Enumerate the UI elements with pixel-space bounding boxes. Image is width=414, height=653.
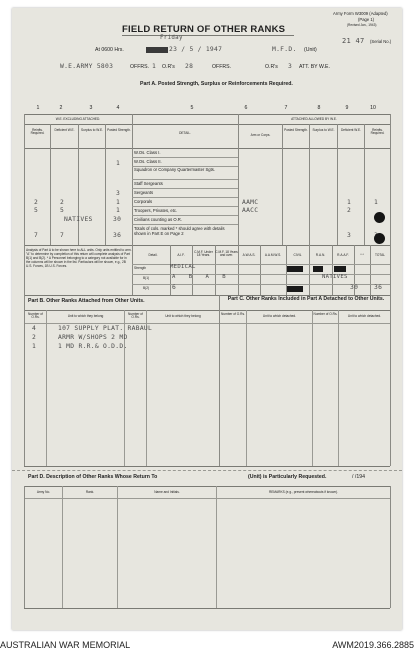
c-head-unit1: Unit to which detached.	[262, 314, 297, 318]
offrs-label: OFFRS.	[130, 64, 150, 70]
col-num-5: 5	[190, 105, 194, 111]
detail-qms: Squadron or Company Quartermaster Sgts.	[134, 167, 215, 172]
d-head-name: Name and Initials.	[154, 490, 180, 494]
form-label: Army Form W3009 (Adapted)	[333, 11, 388, 16]
ors-label: O.R's	[162, 64, 175, 70]
redaction-3	[334, 266, 346, 272]
b-row3-unit: 1 MD R.R.& O.D.D.	[58, 343, 128, 350]
b2-typed-a: 6	[172, 284, 177, 291]
detail-wo1: W.Os. Class I.	[134, 150, 161, 155]
col-num-8: 8	[317, 105, 321, 111]
row-strength: Strength	[134, 266, 147, 270]
return-date: 23 / 5 / 1947	[169, 46, 223, 53]
war-establishment: W.E.ARMY 5803	[60, 63, 114, 70]
reinf-pte: 5	[34, 207, 39, 214]
head-arm: Arm or Corps.	[250, 133, 271, 137]
an-head-ran: R.A.N.	[315, 253, 326, 257]
punch-hole-top	[374, 212, 385, 223]
detail-totals: Totals of cols. marked * should agree with details shown in Part E on Page 2	[134, 226, 225, 236]
head-posted: Posted Strength.	[107, 128, 131, 132]
detail-cpl: Corporals	[134, 199, 153, 204]
punch-hole-bottom	[374, 233, 385, 244]
right-reinf-cpl: 1	[374, 199, 379, 206]
head-surplus: Surplus to W.E.	[81, 128, 103, 132]
unit-name: M.F.D.	[272, 46, 297, 53]
posted-total: 36	[113, 232, 122, 239]
posted-cpl: 1	[116, 199, 121, 206]
group-head-right: ATTACHED ALLOWED BY W.E.	[291, 117, 337, 121]
def-total: 7	[60, 232, 65, 239]
arm-pte: AACC	[242, 207, 259, 214]
detail-ssgt: Staff Sergeants	[134, 181, 163, 186]
an-head-awas: A.W.A.S.	[242, 253, 256, 257]
posted-wo2: 1	[116, 160, 121, 167]
col-num-4: 4	[116, 105, 120, 111]
att-value: 3	[288, 63, 293, 70]
right-def-cpl: 1	[347, 199, 352, 206]
footer-left: AUSTRALIAN WAR MEMORIAL	[0, 640, 131, 650]
part-d-title-mid: (Unit) is Particularly Requested.	[248, 474, 327, 480]
group-head-left: W.E. EXCLUDING ATTACHED.	[55, 117, 101, 121]
b-row2-num: 2	[32, 334, 37, 341]
reinf-total: 7	[34, 232, 39, 239]
att-label: ATT. BY W.E.	[299, 64, 330, 70]
b-head-unit2: Unit to which they belong	[165, 314, 201, 318]
head-deficient: Deficient W.E.	[54, 128, 75, 132]
perforation-line	[12, 470, 402, 471]
posted-civ: 30	[113, 216, 122, 223]
right-def-total: 3	[347, 232, 352, 239]
revised-label: (Revised Jan., 1943)	[347, 23, 377, 27]
arm-cpl: AAMC	[242, 199, 259, 206]
reinf-cpl: 2	[34, 199, 39, 206]
b2-typed-c: 36	[374, 284, 383, 291]
col-num-3: 3	[89, 105, 93, 111]
b-head-num2: Number of O.Rs.	[128, 312, 143, 320]
head-deficient-r: Deficient W.E.	[340, 128, 362, 132]
c-head-num1: Number of O.Rs.	[221, 312, 245, 316]
col-num-2: 2	[59, 105, 63, 111]
an-head-star: * *	[360, 253, 364, 257]
analysis-note: Analysis of Part A to be shown here to ALL units. Only units entitled to arm. "A" to determine by completion of this return will complete analysis of Part B(1) and B(2). * A Personnel belonging to a category not available for in the columns will be shown in the list. Particulars will be shown, e.g., 2B U.S. Forces, 1B U.S. Forces.	[26, 248, 132, 268]
natives-label: NATIVES	[64, 216, 93, 223]
medical-typed: MEDICAL	[170, 264, 196, 270]
footer-right: AWM2019.366.2885	[332, 640, 414, 650]
b-row1-unit: 107 SUPPLY PLAT. RABAUL	[58, 325, 153, 332]
def-cpl: 2	[60, 199, 65, 206]
an-head-total: TOTAL	[375, 253, 385, 257]
col-num-9: 9	[345, 105, 349, 111]
row-b1: B(1)	[143, 276, 150, 280]
redaction-1	[287, 266, 303, 272]
redaction-4	[287, 286, 303, 292]
b-row3-num: 1	[32, 343, 37, 350]
head-detail: DETAIL.	[179, 131, 191, 135]
head-reinfts-r: Reinfts. Required.	[370, 128, 385, 136]
redaction-2	[313, 266, 323, 272]
head-surplus-r: Surplus to W.E.	[312, 128, 335, 132]
serial-number: 21 47	[342, 37, 365, 45]
b-row1-num: 4	[32, 325, 37, 332]
unit-label: (Unit)	[304, 47, 317, 53]
b-row2-unit: ARMR W/SHOPS 2 MD	[58, 334, 128, 341]
c-head-num2: Number of O.Rs.	[313, 312, 338, 316]
offrs-value: 1	[152, 63, 157, 70]
def-pte: 5	[60, 207, 65, 214]
row-b2: B(2)	[143, 286, 150, 290]
col-num-7: 7	[284, 105, 288, 111]
b2-typed-b: 30	[350, 284, 359, 291]
c-head-unit2: Unit to which detached.	[347, 314, 382, 318]
at-hours-label: At 0600 Hrs.	[95, 47, 124, 53]
posted-pte: 1	[116, 207, 121, 214]
col-num-6: 6	[244, 105, 248, 111]
detail-wo2: W.Os. Class II.	[134, 159, 162, 164]
part-b-title: Part B. Other Ranks Attached from Other Units.	[28, 298, 145, 304]
page-label: (Page 1)	[358, 17, 375, 22]
an-head-cmf1: C.M.F. Under 18 Years.	[194, 250, 213, 258]
d-head-armyno: Army No.	[36, 490, 51, 494]
an-head-civil: CIVIL	[293, 253, 302, 257]
posted-sgt: 3	[116, 190, 121, 197]
detail-pte: Troopers, Privates, etc.	[134, 208, 178, 213]
natives-analysis: NATIVES	[322, 274, 348, 280]
day-of-week: Friday	[160, 35, 183, 41]
d-head-remarks: REMARKS (e.g., present whereabouts if known).	[268, 490, 339, 494]
ors2-label: O.R's	[265, 64, 278, 70]
ors-value: 28	[185, 63, 194, 70]
part-d-title: Part D. Description of Other Ranks Whose Return To	[28, 474, 158, 480]
part-a-title: Part A. Posted Strength, Surplus or Reinforcements Required.	[140, 81, 293, 87]
serial-label: (Serial No.)	[370, 39, 392, 44]
right-def-pte: 2	[347, 207, 352, 214]
an-head-raaf: R.A.A.F.	[337, 253, 349, 257]
head-posted-r: Posted Strength.	[284, 128, 308, 132]
form-sheet	[12, 8, 402, 630]
page-title: FIELD RETURN OF OTHER RANKS	[122, 24, 286, 35]
redacted-stamp	[146, 47, 168, 53]
detail-civ: Civilians counting as O.R.	[134, 217, 182, 222]
an-head-cmf2: C.M.F. 18 Years and over.	[215, 250, 238, 258]
part-d-date: / /194	[352, 474, 365, 480]
an-head-detail: Detail.	[148, 253, 158, 257]
d-head-rank: Rank.	[85, 490, 95, 494]
b-head-unit1: Unit to which they belong	[67, 314, 104, 318]
abc-typed: A B A B	[172, 274, 231, 280]
col-num-1: 1	[36, 105, 40, 111]
an-head-aif: A.I.F.	[177, 253, 185, 257]
head-reinfts: Reinfts. Required.	[30, 128, 45, 136]
an-head-aamws: A.A.M.W.S.	[264, 253, 282, 257]
offrs2-label: OFFRS.	[212, 64, 232, 70]
b-head-num1: Number of O.Rs.	[28, 312, 43, 320]
part-c-title: Part C. Other Ranks Included in Part A Detached to Other Units.	[227, 296, 385, 302]
detail-sgt: Sergeants	[134, 190, 154, 195]
col-num-10: 10	[370, 105, 376, 111]
